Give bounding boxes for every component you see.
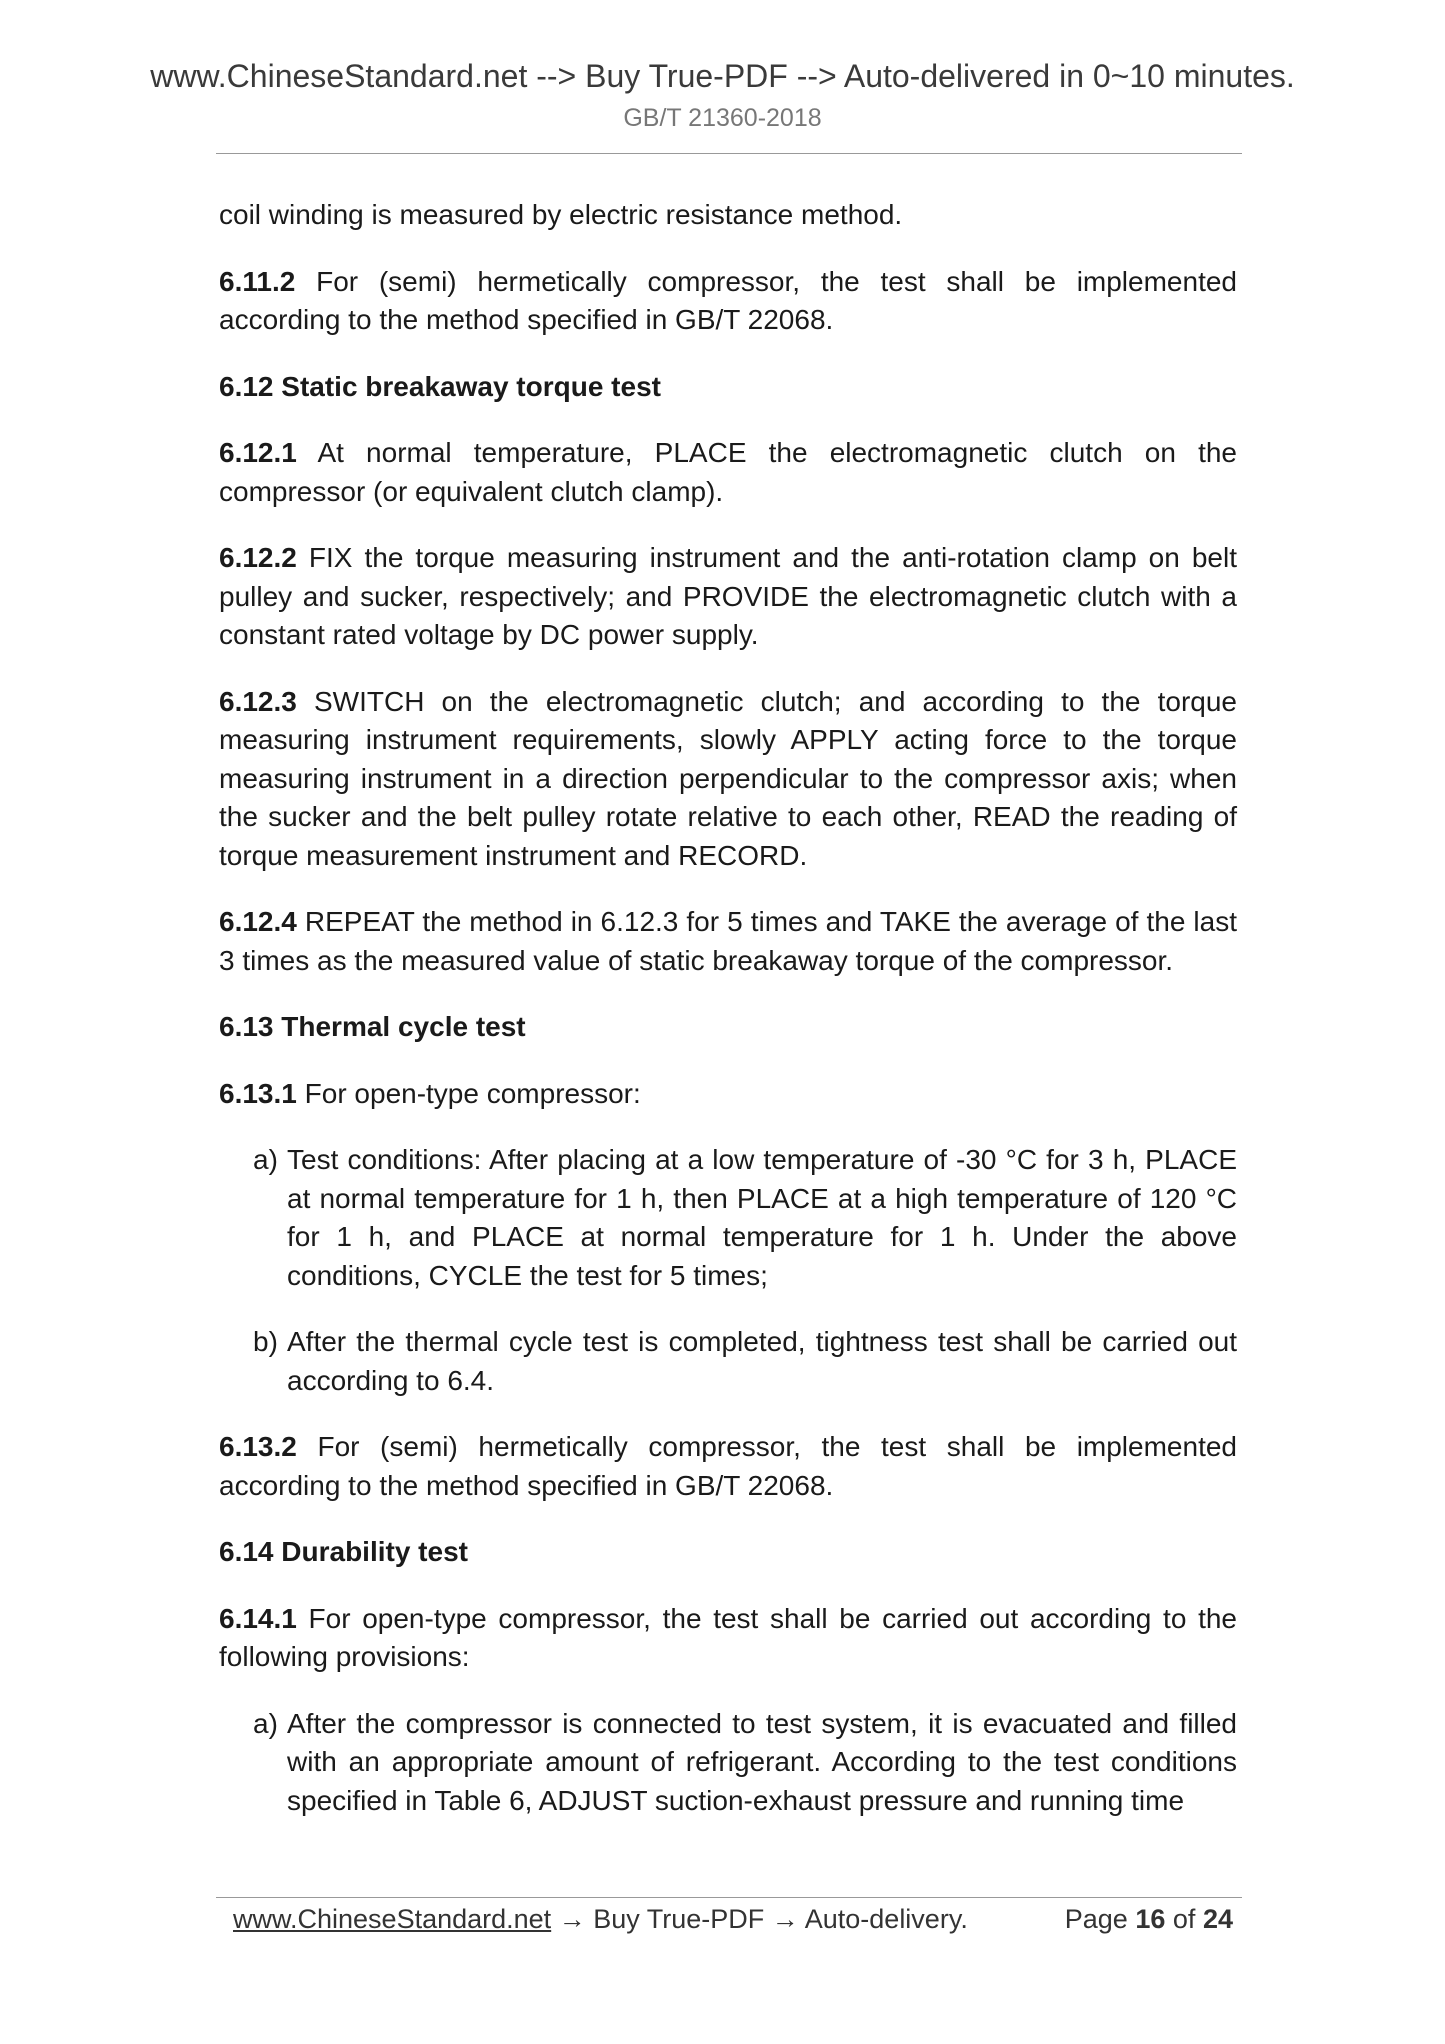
list-text: After the thermal cycle test is completed, tightness test shall be carried out according to 6.4. [287, 1326, 1237, 1396]
clause-6-11-2 [219, 263, 1237, 340]
section-heading-6-14: 6.14 Durability test [219, 1536, 468, 1567]
clause-number: 6.12.4 [219, 906, 297, 937]
list-marker: b) [253, 1326, 278, 1357]
clause-number: 6.14.1 [219, 1602, 297, 1634]
clause-text: For open-type compressor, the test shall be carried out according to the following provisions: [219, 1602, 1237, 1672]
clause-number: 6.12.3 [219, 685, 297, 717]
paragraph: coil winding is measured by electric resistance method. [219, 199, 903, 230]
footer-divider [216, 1897, 1242, 1898]
clause-number: 6.12.1 [219, 437, 297, 468]
clause-text: At normal temperature, PLACE the electromagnetic clutch on the compressor (or equivalent clutch clamp). [219, 437, 1237, 507]
clause-6-12-4 [219, 903, 1237, 980]
clause-number: 6.13.1 [219, 1077, 297, 1109]
standard-code: GB/T 21360-2018 [623, 104, 822, 132]
list-marker: a) [253, 1144, 278, 1175]
page-total: 24 [1202, 1904, 1233, 1934]
clause-text: For (semi) hermetically compressor, the test shall be implemented according to the method specified in GB/T 22068. [219, 265, 1237, 335]
list-item-a [253, 1141, 1237, 1295]
clause-text: FIX the torque measuring instrument and the anti-rotation clamp on belt pulley and sucker, respectively; and PROVIDE the electromagnetic clutch with a constant rated voltage by DC power supply. [219, 542, 1237, 650]
section-heading-6-12: 6.12 Static breakaway torque test [219, 370, 661, 402]
clause-6-14-1 [219, 1600, 1237, 1677]
list-text: After the compressor is connected to test system, it is evacuated and filled with an appropriate amount of refrigerant. According to the test conditions specified in Table 6, ADJUST suction-exhaust pressure and running time [287, 1707, 1237, 1816]
page-footer [233, 1904, 1233, 1935]
clause-6-12-2 [219, 539, 1237, 655]
footer-tagline: → Buy True-PDF → Auto-delivery. [551, 1904, 968, 1934]
footer-site-link[interactable]: www.ChineseStandard.net [233, 1904, 552, 1934]
clause-number: 6.12.2 [219, 542, 297, 573]
clause-text: For open-type compressor: [296, 1077, 641, 1109]
header-banner: www.ChineseStandard.net --> Buy True-PDF --> Auto-delivered in 0~10 minutes. [150, 58, 1295, 94]
clause-6-12-3 [219, 683, 1237, 876]
list-item-b [253, 1323, 1237, 1400]
clause-text: For (semi) hermetically compressor, the test shall be implemented according to the method specified in GB/T 22068. [219, 1431, 1237, 1501]
of-label: of [1172, 1904, 1196, 1934]
clause-6-12-1 [219, 434, 1237, 511]
list-marker: a) [253, 1707, 278, 1739]
clause-6-13-1 [219, 1075, 1237, 1114]
clause-6-13-2 [219, 1428, 1237, 1505]
header-divider [216, 153, 1242, 154]
document-body [219, 196, 1237, 1848]
clause-text: SWITCH on the electromagnetic clutch; and according to the torque measuring instrument requirements, slowly APPLY acting force to the torque measuring instrument in a direction perpendicular to the compressor axis; when the sucker and the belt pulley rotate relative to each other, READ the reading of torque measurement instrument and RECORD. [219, 685, 1237, 871]
page-number: 16 [1135, 1904, 1166, 1934]
clause-text: REPEAT the method in 6.12.3 for 5 times and TAKE the average of the last 3 times as the measured value of static breakaway torque of the compressor. [219, 906, 1237, 976]
list-item-a [253, 1705, 1237, 1821]
page-label: Page [1064, 1904, 1128, 1934]
section-heading-6-13: 6.13 Thermal cycle test [219, 1011, 526, 1042]
list-text: Test conditions: After placing at a low temperature of -30 °C for 3 h, PLACE at normal temperature for 1 h, then PLACE at a high temperature of 120 °C for 1 h, and PLACE at normal temperature for 1 h. Under the above conditions, CYCLE the test for 5 times; [287, 1144, 1237, 1291]
clause-number: 6.13.2 [219, 1431, 297, 1462]
clause-number: 6.11.2 [219, 265, 296, 297]
page-indicator [1065, 1904, 1233, 1935]
